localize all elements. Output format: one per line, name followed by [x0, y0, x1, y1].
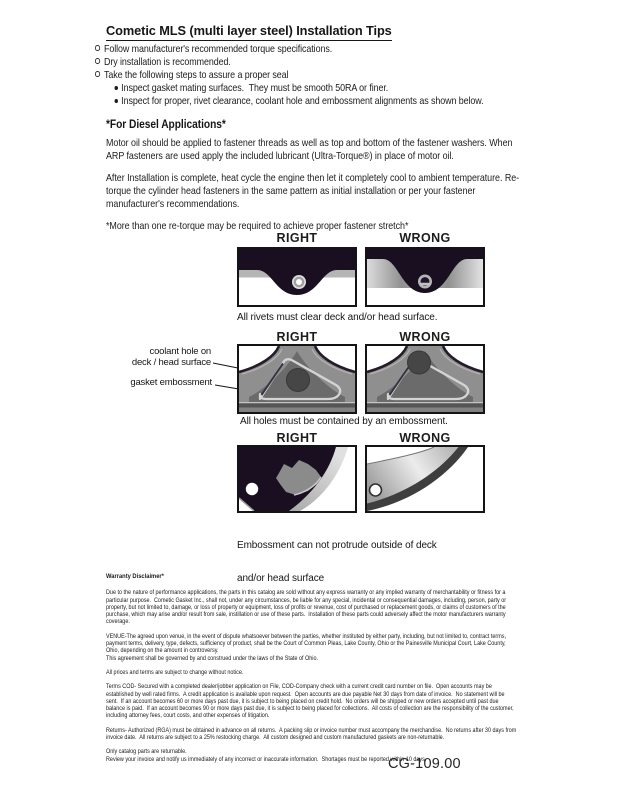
- tip-text: Take the following steps to assure a proper seal: [104, 69, 289, 81]
- venue-law-line: This agreement shall be governed by and construed under the laws of the State of Ohio.: [106, 654, 318, 662]
- prices-line: All prices and terms are subject to change without notice.: [106, 668, 244, 676]
- fig2-wrong-diagram: [365, 344, 485, 414]
- diesel-note: *More than one re-torque may be required to achieve proper fastener stretch*: [106, 220, 409, 232]
- page-header: [106, 22, 392, 41]
- terms-para: Terms COD- Secured with a completed dealer/jobber application on File, COD-Company check with a current credit card number on file. Open accounts may be established by well rated firms. A credit application is available upon request. Open accounts are due payable Net 30 days from date of invoice. No statement will be sent. If an account becomes 60 or more days past due, it is subject to being placed on credit hold. No orders will be shipped or new orders accepted until past due balance is paid. If an account becomes 90 or more days past due, it is subject to being placed for collections. All costs of collection are the responsibility of the customer, including attorney fees, court costs, and other expenses of litigation.: [106, 683, 516, 720]
- list-item: [95, 43, 571, 56]
- returns-para: Returns- Authorized (RGA) must be obtained in advance on all returns. A packing slip or invoice number must accompany the merchandise. No returns after 30 days from invoice date. All returns are subject to a 25% restocking charge. All custom designed and custom manufactured gaskets are non-returnable.: [106, 726, 518, 742]
- open-bullet-icon: [95, 58, 100, 64]
- fig1-right-label: RIGHT: [276, 231, 318, 245]
- fig1-right-diagram: [237, 247, 357, 307]
- fig1-wrong-label: WRONG: [399, 231, 451, 245]
- rivet-interfere-diagram: [367, 249, 483, 305]
- tip-text: Inspect for proper, rivet clearance, coolant hole and embossment alignments as shown below.: [121, 95, 484, 107]
- warranty-para: Due to the nature of performance applications, the parts in this catalog are sold without any express warranty or any implied warranty of merchantability or fitness for a particular purpose. Cometic Gasket Inc., shall not, under any circumstances, be liable for any special, incidental or consequential damages, including, person, party or property, but not limited to, damage, or loss of property or equipment, loss of profits or revenue, cost of purchased or replacement goods, or claims of customers of the purchase, which may arise and/or result from sale, instillation or use of these parts. Installation of these parts could adversely affect the motor manufacturers warranty coverage.: [106, 589, 508, 626]
- diesel-heading: *For Diesel Applications*: [106, 117, 226, 131]
- filled-bullet-icon: [115, 86, 118, 90]
- fig2-right-label: RIGHT: [276, 330, 318, 344]
- callout-line: deck / head surface: [131, 357, 211, 368]
- fig3-right-label: RIGHT: [276, 431, 318, 445]
- fig2-callout-embossment: gasket embossment: [130, 377, 212, 388]
- embossment-protrude-diagram: [367, 447, 483, 511]
- fig1-caption: All rivets must clear deck and/or head surface.: [237, 312, 438, 323]
- fig2-callout-coolant-hole: [132, 346, 211, 368]
- diesel-para-2: After Installation is complete, heat cycle the engine then let it completely cool to ambient temperature. Re-torque the cylinder head fasteners in the same pattern as initial installation or per your fastener manufacturer's recommendations.: [106, 172, 520, 210]
- list-item: [95, 69, 571, 82]
- embossment-inside-diagram: [239, 447, 355, 511]
- callout-line: coolant hole on: [149, 346, 211, 357]
- open-bullet-icon: [95, 71, 100, 77]
- tip-text: Follow manufacturer's recommended torque specifications.: [104, 43, 333, 55]
- diesel-section: [106, 118, 531, 242]
- filled-bullet-icon: [115, 99, 118, 103]
- rivet-clear-diagram: [239, 249, 355, 305]
- open-bullet-icon: [95, 45, 100, 51]
- fig3-wrong-label: WRONG: [399, 431, 451, 445]
- fig2-right-diagram: [237, 344, 357, 414]
- venue-para: VENUE-The agreed upon venue, in the event of dispute whatsoever between the parties, whether instituted by either party, including, but not limited to, contract terms, payment terms, delivery, type, defects, sufficiency of product, shall be the Court of Common Pleas, Lake County, Ohio or the Painesville Municipal Court, Lake County, Ohio, depending on the amount in controversy.: [106, 632, 508, 655]
- fig2-caption: All holes must be contained by an embossment.: [240, 416, 448, 427]
- page-code: CG-109.00: [388, 756, 461, 772]
- diesel-para-1: Motor oil should be applied to fastener threads as well as top and bottom of the fastener washers. When ARP fasteners are used apply the included lubricant (Ultra-Torque®) in place of motor oil.: [106, 137, 515, 162]
- fig3-caption-line: and/or head surface: [237, 573, 325, 584]
- tip-text: Inspect gasket mating surfaces. They must be smooth 50RA or finer.: [121, 82, 389, 94]
- page-title: Cometic MLS (multi layer steel) Installation Tips: [106, 23, 392, 41]
- returnable-line: Only catalog parts are returnable.: [106, 748, 187, 756]
- hole-outside-diagram: [367, 346, 483, 412]
- fig3-wrong-diagram: [365, 445, 485, 513]
- warranty-section: [106, 573, 517, 770]
- review-line: Review your invoice and notify us immediately of any incorrect or inaccurate information. Shortages must be reported within 10 days.: [106, 755, 427, 763]
- tip-text: Dry installation is recommended.: [104, 56, 231, 68]
- tips-list: [95, 43, 571, 108]
- list-item: [95, 56, 571, 69]
- fig3-caption-line: Embossment can not protrude outside of deck: [237, 540, 437, 551]
- fig1-wrong-diagram: [365, 247, 485, 307]
- fig3-right-diagram: [237, 445, 357, 513]
- list-item: [95, 95, 571, 108]
- hole-contained-diagram: [239, 346, 355, 412]
- list-item: [95, 82, 571, 95]
- warranty-heading: Warranty Disclaimer*: [106, 573, 164, 580]
- fig2-wrong-label: WRONG: [399, 330, 451, 344]
